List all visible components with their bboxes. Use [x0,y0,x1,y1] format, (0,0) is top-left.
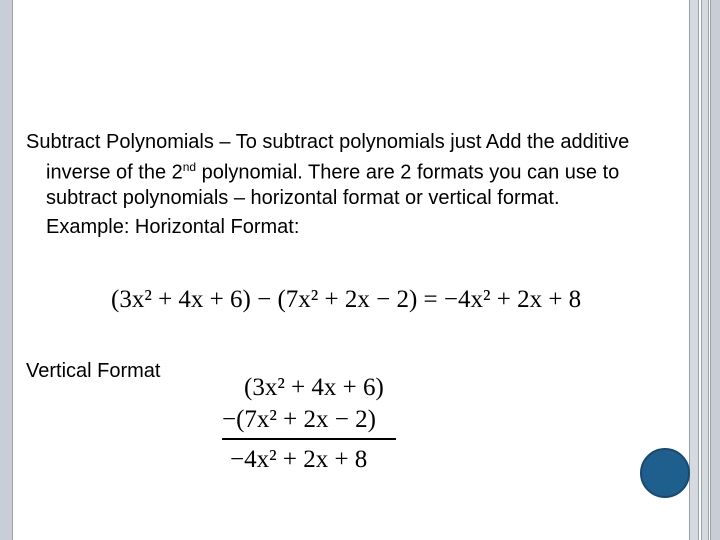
slide-body [26,130,681,240]
right-frame-bar-3 [710,0,720,540]
vertical-line-2: −(7x² + 2x − 2) [222,406,376,433]
vertical-format-label: Vertical Format [26,360,161,382]
intro-paragraph [26,130,681,211]
right-frame-bar-2 [701,0,709,540]
vertical-rule [222,438,396,440]
horizontal-equation: (3x² + 4x + 6) − (7x² + 2x − 2) = −4x² + 2x + 8 [111,286,582,313]
vertical-line-1: (3x² + 4x + 6) [244,374,384,401]
intro-rest: polynomial. There are 2 formats you can use to subtract polynomials – horizontal format or vertical format. [46,161,620,209]
right-frame-bar-1 [689,0,699,540]
example-label: Example: Horizontal Format: [46,215,300,238]
intro-sup: nd [182,160,197,174]
left-frame-bar [0,0,13,540]
vertical-equation [222,372,396,476]
decorative-circle [640,448,690,498]
intro-lead: Subtract Polynomials – To subtract polynomials just Add the additive inverse of the 2 [26,131,630,184]
vertical-result: −4x² + 2x + 8 [230,446,368,473]
